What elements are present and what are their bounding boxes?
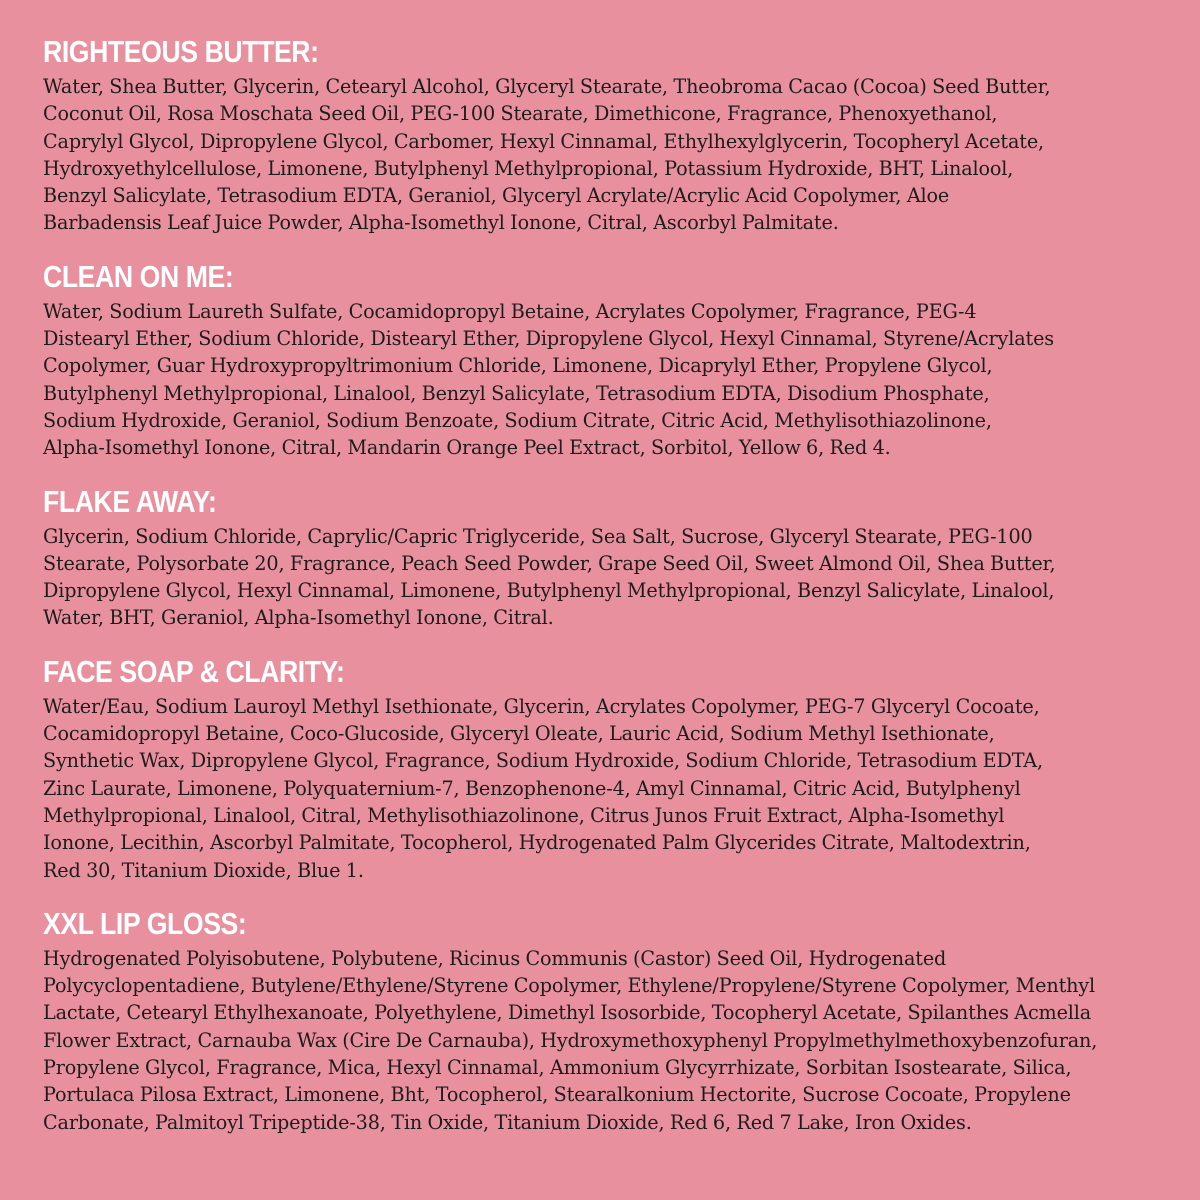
ingredient-line: Copolymer, Guar Hydroxypropyltrimonium Chloride, Limonene, Dicaprylyl Ether, Propylene Glycol, xyxy=(43,354,993,378)
ingredient-list xyxy=(43,693,1170,884)
ingredient-line: Alpha-Isomethyl Ionone, Citral, Mandarin Orange Peel Extract, Sorbitol, Yellow 6, Red 4. xyxy=(43,436,891,460)
ingredient-line: Water, Sodium Laureth Sulfate, Cocamidopropyl Betaine, Acrylates Copolymer, Fragrance, PEG-4 xyxy=(43,299,977,323)
section-title: FLAKE AWAY: xyxy=(43,483,217,519)
section-flake-away xyxy=(43,484,1170,632)
ingredient-line: Lactate, Cetearyl Ethylhexanoate, Polyethylene, Dimethyl Isosorbide, Tocopheryl Acetate, Spilanthes Acmella xyxy=(43,1001,1092,1025)
section-face-soap-clarity xyxy=(43,654,1170,884)
section-title: FACE SOAP & CLARITY: xyxy=(43,653,345,689)
ingredient-line: Butylphenyl Methylpropional, Linalool, Benzyl Salicylate, Tetrasodium EDTA, Disodium Phosphate, xyxy=(43,381,990,405)
ingredient-line: Coconut Oil, Rosa Moschata Seed Oil, PEG-100 Stearate, Dimethicone, Fragrance, Phenoxyethanol, xyxy=(43,102,998,126)
ingredient-line: Water, BHT, Geraniol, Alpha-Isomethyl Ionone, Citral. xyxy=(43,606,554,630)
ingredient-line: Polycyclopentadiene, Butylene/Ethylene/Styrene Copolymer, Ethylene/Propylene/Styrene Copolymer, Menthyl xyxy=(43,974,1096,998)
ingredient-list xyxy=(43,73,1170,237)
section-title: RIGHTEOUS BUTTER: xyxy=(43,34,319,69)
section-xxl-lip-gloss xyxy=(43,906,1170,1136)
ingredient-line: Portulaca Pilosa Extract, Limonene, Bht, Tocopherol, Stearalkonium Hectorite, Sucrose Cocoate, Propylene xyxy=(43,1083,1071,1107)
ingredient-line: Synthetic Wax, Dipropylene Glycol, Fragrance, Sodium Hydroxide, Sodium Chloride, Tetrasodium EDTA, xyxy=(43,749,1043,773)
ingredient-line: Barbadensis Leaf Juice Powder, Alpha-Isomethyl Ionone, Citral, Ascorbyl Palmitate. xyxy=(43,211,839,235)
section-title: XXL LIP GLOSS: xyxy=(43,905,247,941)
ingredient-line: Red 30, Titanium Dioxide, Blue 1. xyxy=(43,858,364,882)
ingredient-line: Methylpropional, Linalool, Citral, Methylisothiazolinone, Citrus Junos Fruit Extract, Alpha-Isomethyl xyxy=(43,803,1005,827)
ingredient-list xyxy=(43,298,1170,462)
ingredient-line: Distearyl Ether, Sodium Chloride, Distearyl Ether, Dipropylene Glycol, Hexyl Cinnamal, Styrene/Acrylates xyxy=(43,327,1054,351)
ingredient-list xyxy=(43,523,1170,632)
ingredient-line: Hydroxyethylcellulose, Limonene, Butylphenyl Methylpropional, Potassium Hydroxide, BHT, Linalool, xyxy=(43,156,1014,180)
ingredient-line: Dipropylene Glycol, Hexyl Cinnamal, Limonene, Butylphenyl Methylpropional, Benzyl Salicylate, Linalool, xyxy=(43,579,1055,603)
ingredient-line: Stearate, Polysorbate 20, Fragrance, Peach Seed Powder, Grape Seed Oil, Sweet Almond Oil, Shea Butter, xyxy=(43,551,1056,575)
ingredient-line: Hydrogenated Polyisobutene, Polybutene, Ricinus Communis (Castor) Seed Oil, Hydrogenated xyxy=(43,946,947,970)
ingredient-line: Zinc Laurate, Limonene, Polyquaternium-7, Benzophenone-4, Amyl Cinnamal, Citric Acid, Butylphenyl xyxy=(43,776,1021,800)
ingredient-line: Sodium Hydroxide, Geraniol, Sodium Benzoate, Sodium Citrate, Citric Acid, Methylisothiazolinone, xyxy=(43,408,992,432)
ingredient-line: Benzyl Salicylate, Tetrasodium EDTA, Geraniol, Glyceryl Acrylate/Acrylic Acid Copolymer, Aloe xyxy=(43,184,950,208)
ingredient-line: Ionone, Lecithin, Ascorbyl Palmitate, Tocopherol, Hydrogenated Palm Glycerides Citrate, Maltodextrin, xyxy=(43,831,1031,855)
ingredient-line: Propylene Glycol, Fragrance, Mica, Hexyl Cinnamal, Ammonium Glycyrrhizate, Sorbitan Isostearate, Silica, xyxy=(43,1056,1072,1080)
ingredient-line: Flower Extract, Carnauba Wax (Cire De Carnauba), Hydroxymethoxyphenyl Propylmethylmethoxybenzofuran, xyxy=(43,1028,1098,1052)
ingredient-line: Glycerin, Sodium Chloride, Caprylic/Capric Triglyceride, Sea Salt, Sucrose, Glyceryl Stearate, PEG-100 xyxy=(43,524,1033,548)
ingredient-line: Water, Shea Butter, Glycerin, Cetearyl Alcohol, Glyceryl Stearate, Theobroma Cacao (Cocoa) Seed Butter, xyxy=(43,75,1051,98)
ingredient-line: Water/Eau, Sodium Lauroyl Methyl Isethionate, Glycerin, Acrylates Copolymer, PEG-7 Glyceryl Cocoate, xyxy=(43,694,1040,718)
ingredient-list xyxy=(43,945,1170,1136)
section-title: CLEAN ON ME: xyxy=(43,258,234,294)
section-righteous-butter xyxy=(43,34,1170,237)
ingredient-line: Carbonate, Palmitoyl Tripeptide-38, Tin Oxide, Titanium Dioxide, Red 6, Red 7 Lake, Iron Oxides. xyxy=(43,1110,972,1134)
section-clean-on-me xyxy=(43,259,1170,462)
ingredient-line: Caprylyl Glycol, Dipropylene Glycol, Carbomer, Hexyl Cinnamal, Ethylhexylglycerin, Tocopheryl Acetate, xyxy=(43,129,1044,153)
ingredient-line: Cocamidopropyl Betaine, Coco-Glucoside, Glyceryl Oleate, Lauric Acid, Sodium Methyl Isethionate, xyxy=(43,722,995,746)
